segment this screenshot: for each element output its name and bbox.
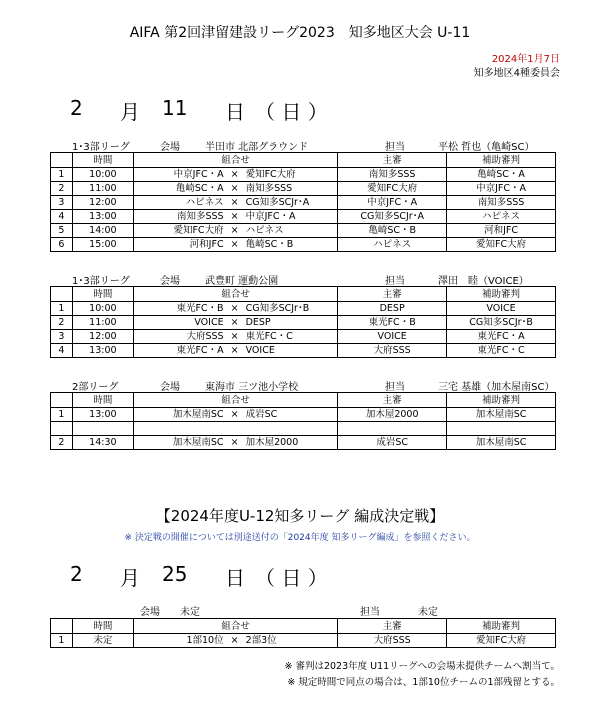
col-assistant-referee: 補助審判 [447, 619, 556, 634]
match-day-2 [0, 562, 600, 590]
row-no: 2 [51, 436, 73, 450]
row-no: 2 [51, 182, 73, 196]
venue-name: 半田市 北部グラウンド [205, 142, 309, 153]
table-row [51, 634, 556, 648]
day2-month: 2 [70, 562, 83, 586]
row-assistant-referee: 亀崎SC・A [447, 168, 556, 182]
page-title: AIFA 第2回津留建設リーグ2023 知多地区大会 U-11 [129, 25, 471, 41]
table-header-row [51, 393, 556, 408]
home-team: 大府SSS [186, 331, 224, 342]
table-row [51, 210, 556, 224]
col-main-referee: 主審 [338, 287, 447, 302]
row-time [72, 422, 133, 436]
day1-month-unit: 月 [120, 100, 140, 124]
row-main-referee: CG知多SCJr･A [338, 210, 447, 224]
venue-name: 武豊町 運動公園 [205, 276, 279, 287]
organizer: 知多地区4種委員会 [473, 68, 560, 79]
away-team: CG知多SCJr･B [245, 303, 310, 314]
row-no [51, 422, 73, 436]
away-team: ハピネス [245, 225, 284, 236]
col-main-referee: 主審 [338, 393, 447, 408]
col-main-referee: 主審 [338, 153, 447, 168]
row-assistant-referee [447, 422, 556, 436]
charge-label: 担当 [385, 142, 405, 153]
home-team: 1部10位 [186, 635, 224, 646]
row-main-referee: 大府SSS [338, 344, 447, 358]
row-main-referee: 南知多SSS [338, 168, 447, 182]
col-time: 時間 [72, 153, 133, 168]
away-team: 東光FC・C [245, 331, 293, 342]
vs-mark: × [230, 169, 239, 180]
row-no: 4 [51, 210, 73, 224]
home-team: ハピネス [185, 197, 224, 208]
row-time: 13:00 [72, 344, 133, 358]
col-assistant-referee: 補助審判 [447, 153, 556, 168]
table-row [51, 344, 556, 358]
row-time: 14:00 [72, 224, 133, 238]
league-name: 1･3部リーグ [72, 276, 130, 287]
home-team: 南知多SSS [176, 211, 224, 222]
home-team: VOICE [194, 317, 224, 328]
section-header [0, 378, 600, 392]
col-assistant-referee: 補助審判 [447, 393, 556, 408]
col-match: 組合せ [133, 393, 337, 408]
row-time: 14:30 [72, 436, 133, 450]
row-assistant-referee: 南知多SSS [447, 196, 556, 210]
footnote-2: ※ 規定時間で同点の場合は、1部10位チームの1部残留とする。 [287, 677, 560, 688]
charge-person: 澤田 睦（VOICE） [438, 276, 529, 287]
row-assistant-referee: 愛知FC大府 [447, 238, 556, 252]
row-match [133, 344, 337, 358]
row-match [133, 224, 337, 238]
home-team: 愛知FC大府 [173, 225, 224, 236]
day2-day: 25 [162, 562, 188, 586]
row-main-referee: 愛知FC大府 [338, 182, 447, 196]
schedule-table [50, 392, 556, 450]
row-main-referee: DESP [338, 302, 447, 316]
charge-label: 担当 [385, 382, 405, 393]
row-assistant-referee: 加木屋南SC [447, 436, 556, 450]
vs-mark: × [230, 183, 239, 194]
row-main-referee: 亀崎SC・B [338, 224, 447, 238]
row-match [133, 196, 337, 210]
home-team: 東光FC・A [176, 345, 224, 356]
away-team: 中京JFC・A [245, 211, 296, 222]
day2-month-unit: 月 [120, 566, 140, 590]
table-row [51, 408, 556, 422]
row-match [133, 210, 337, 224]
vs-mark: × [230, 303, 239, 314]
row-main-referee: 成岩SC [338, 436, 447, 450]
charge-person: 平松 哲也（亀崎SC） [438, 142, 535, 153]
col-match: 組合せ [133, 153, 337, 168]
day1-month: 2 [70, 96, 83, 120]
col-time: 時間 [72, 287, 133, 302]
row-time: 未定 [72, 634, 133, 648]
row-no: 1 [51, 302, 73, 316]
col-match: 組合せ [133, 287, 337, 302]
row-match [133, 168, 337, 182]
row-main-referee: 大府SSS [338, 634, 447, 648]
vs-mark: × [230, 317, 239, 328]
playoff-note: ※ 決定戦の開催については別途送付の「2024年度 知多リーグ編成」を参照ください。 [124, 533, 476, 543]
away-team: DESP [245, 317, 271, 328]
col-time: 時間 [72, 393, 133, 408]
row-main-referee [338, 422, 447, 436]
row-time: 15:00 [72, 238, 133, 252]
schedule-table [50, 286, 556, 358]
row-assistant-referee: 加木屋南SC [447, 408, 556, 422]
day1-day: 11 [162, 96, 188, 120]
table-header-row [51, 287, 556, 302]
col-match: 組合せ [133, 619, 337, 634]
row-time: 11:00 [72, 316, 133, 330]
row-no: 2 [51, 316, 73, 330]
row-no: 1 [51, 168, 73, 182]
vs-mark: × [230, 211, 239, 222]
playoff-venue: 未定 [180, 607, 200, 618]
row-match [133, 422, 337, 436]
row-no: 6 [51, 238, 73, 252]
row-no: 3 [51, 196, 73, 210]
vs-mark: × [230, 345, 239, 356]
playoff-title: 【2024年度U-12知多リーグ 編成決定戦】 [155, 507, 445, 525]
playoff-table [50, 618, 556, 648]
col-main-referee: 主審 [338, 619, 447, 634]
row-time: 12:00 [72, 330, 133, 344]
row-time: 13:00 [72, 210, 133, 224]
row-time: 10:00 [72, 168, 133, 182]
playoff-header [0, 603, 600, 617]
table-row [51, 224, 556, 238]
charge-label: 担当 [385, 276, 405, 287]
row-no: 3 [51, 330, 73, 344]
section-header [0, 272, 600, 286]
row-no: 5 [51, 224, 73, 238]
league-name: 2部リーグ [72, 382, 119, 393]
row-assistant-referee: 愛知FC大府 [447, 634, 556, 648]
row-match [133, 316, 337, 330]
row-assistant-referee: 東光FC・C [447, 344, 556, 358]
league-name: 1･3部リーグ [72, 142, 130, 153]
row-no: 1 [51, 408, 73, 422]
row-match [133, 182, 337, 196]
away-team: 加木屋2000 [245, 437, 299, 448]
row-time: 13:00 [72, 408, 133, 422]
table-row [51, 168, 556, 182]
vs-mark: × [230, 437, 239, 448]
row-match [133, 408, 337, 422]
day2-day-unit: 日 [225, 566, 245, 590]
away-team: 亀崎SC・B [245, 239, 294, 250]
venue-label: 会場 [160, 382, 180, 393]
row-main-referee: 加木屋2000 [338, 408, 447, 422]
away-team: 成岩SC [245, 409, 278, 420]
match-day-1 [0, 96, 600, 124]
home-team: 中京JFC・A [173, 169, 224, 180]
playoff-charge: 未定 [418, 607, 438, 618]
vs-mark: × [230, 239, 239, 250]
row-match [133, 634, 337, 648]
row-assistant-referee: 河和JFC [447, 224, 556, 238]
vs-mark: × [230, 409, 239, 420]
home-team: 加木屋南SC [172, 437, 224, 448]
table-header-row [51, 619, 556, 634]
away-team: 愛知FC大府 [245, 169, 296, 180]
row-match [133, 330, 337, 344]
col-assistant-referee: 補助審判 [447, 287, 556, 302]
row-main-referee: ハピネス [338, 238, 447, 252]
table-row [51, 238, 556, 252]
col-time: 時間 [72, 619, 133, 634]
vs-mark: × [230, 635, 239, 646]
row-assistant-referee: 中京JFC・A [447, 182, 556, 196]
section-header [0, 138, 600, 152]
table-header-row [51, 153, 556, 168]
home-team: 加木屋南SC [172, 409, 224, 420]
away-team: 南知多SSS [245, 183, 293, 194]
day1-weekday: （ 日 ） [255, 100, 328, 124]
table-row [51, 436, 556, 450]
charge-person: 三宅 基雄（加木屋南SC） [438, 382, 555, 393]
playoff-charge-label: 担当 [360, 607, 380, 618]
row-assistant-referee: CG知多SCJr･B [447, 316, 556, 330]
row-match [133, 238, 337, 252]
footnote-1: ※ 審判は2023年度 U11リーグへの会場未提供チームへ割当て。 [284, 661, 560, 672]
day1-day-unit: 日 [225, 100, 245, 124]
row-assistant-referee: ハピネス [447, 210, 556, 224]
day2-weekday: （ 日 ） [255, 566, 328, 590]
away-team: 2部3位 [245, 635, 277, 646]
home-team: 東光FC・B [176, 303, 224, 314]
venue-label: 会場 [160, 276, 180, 287]
row-time: 12:00 [72, 196, 133, 210]
row-time: 10:00 [72, 302, 133, 316]
table-row [51, 302, 556, 316]
row-main-referee: VOICE [338, 330, 447, 344]
row-no: 4 [51, 344, 73, 358]
home-team: 亀崎SC・A [175, 183, 224, 194]
venue-name: 東海市 三ツ池小学校 [205, 382, 299, 393]
table-row [51, 182, 556, 196]
vs-mark: × [230, 331, 239, 342]
home-team: 河和JFC [189, 239, 224, 250]
vs-mark: × [230, 197, 239, 208]
venue-label: 会場 [160, 142, 180, 153]
issue-date: 2024年1月7日 [491, 54, 560, 65]
schedule-table [50, 152, 556, 252]
table-row [51, 316, 556, 330]
row-time: 11:00 [72, 182, 133, 196]
vs-mark: × [230, 225, 239, 236]
table-row [51, 422, 556, 436]
away-team: VOICE [245, 345, 275, 356]
row-main-referee: 東光FC・B [338, 316, 447, 330]
row-assistant-referee: 東光FC・A [447, 330, 556, 344]
table-row [51, 196, 556, 210]
away-team: CG知多SCJr･A [245, 197, 310, 208]
table-row [51, 330, 556, 344]
row-assistant-referee: VOICE [447, 302, 556, 316]
row-no: 1 [51, 634, 73, 648]
row-main-referee: 中京JFC・A [338, 196, 447, 210]
row-match [133, 436, 337, 450]
row-match [133, 302, 337, 316]
playoff-venue-label: 会場 [140, 607, 160, 618]
